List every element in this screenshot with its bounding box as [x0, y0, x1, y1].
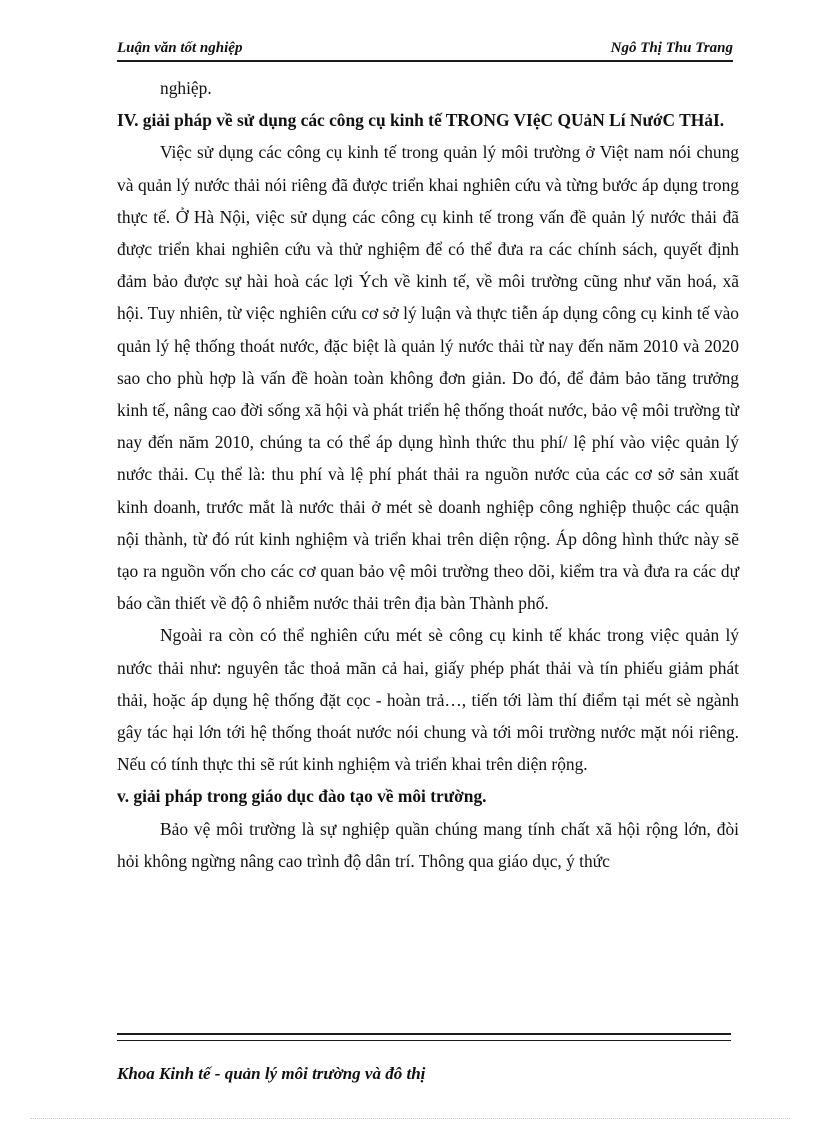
continuation-text: nghiệp. [160, 78, 212, 98]
footer-rule [117, 1033, 731, 1041]
header-thesis-label: Luận văn tốt nghiệp [117, 40, 243, 56]
page-footer: Khoa Kinh tế - quản lý môi trường và đô thị [117, 1064, 426, 1083]
section-heading-v: v. giải pháp trong giáo dục đào tạo về môi trường. [117, 786, 487, 807]
header-author-name: Ngô Thị Thu Trang [610, 40, 733, 56]
paragraph-economic-tools: Việc sử dụng các công cụ kinh tế trong quản lý môi trường ở Việt nam nói chung và quản lý nước thải nói riêng đã được triển khai nghiên cứu và từng bước áp dụng trong thực tế. Ở Hà Nội, việc sử dụng các công cụ kinh tế trong vấn đề quản lý nước thải đã được triển khai nghiên cứu và thử nghiệm để có thể đưa ra các chính sách, quyết định đảm bảo được sự hài hoà các lợi Ých về kinh tế, về môi trường cũng như văn hoá, xã hội. Tuy nhiên, từ việc nghiên cứu cơ sở lý luận và thực tiễn áp dụng công cụ kinh tế vào quản lý hệ thống thoát nước, đặc biệt là quản lý nước thải từ nay đến năm 2010 và 2020 sao cho phù hợp là vấn đề hoàn toàn không đơn giản. Do đó, để đảm bảo tăng trưởng kinh tế, nâng cao đời sống xã hội và phát triển hệ thống thoát nước, bảo vệ môi trường từ nay đến năm 2010, chúng ta có thể áp dụng hình thức thu phí/ lệ phí vào việc quản lý nước thải. Cụ thể là: thu phí và lệ phí phát thải ra nguồn nước của các cơ sở sản xuất kinh doanh, trước mắt là nước thải ở mét sè doanh nghiệp công nghiệp thuộc các quận nội thành, từ đó rút kinh nghiệm và triển khai trên diện rộng. Áp dông hình thức này sẽ tạo ra nguồn vốn cho các cơ quan bảo vệ môi trường theo dõi, kiểm tra và đưa ra các dự báo cần thiết về độ ô nhiễm nước thải trên địa bàn Thành phố. [117, 142, 739, 614]
section-heading-iv: IV. giải pháp về sử dụng các công cụ kinh tế TRONG VIệC QUảN Lí NướC THảI. [117, 110, 725, 131]
paragraph-education: Bảo vệ môi trường là sự nghiệp quần chúng mang tính chất xã hội rộng lớn, đòi hỏi không ngừng nâng cao trình độ dân trí. Thông qua giáo dục, ý thức [117, 818, 739, 871]
document-body [117, 72, 739, 877]
paragraph-other-tools: Ngoài ra còn có thể nghiên cứu mét sè công cụ kinh tế khác trong việc quản lý nước thải như: nguyên tắc thoả mãn cả hai, giấy phép phát thải và tín phiếu giảm phát thải, hoặc áp dụng hệ thống đặt cọc - hoàn trả…, tiến tới làm thí điểm tại mét sè ngành gây tác hại lớn tới hệ thống thoát nước nói chung và tới môi trường nước mặt nói riêng. Nếu có tính thực thi sẽ rút kinh nghiệm và triển khai trên diện rộng. [117, 625, 739, 775]
page-header [117, 38, 733, 62]
page-bottom-edge [30, 1118, 790, 1119]
